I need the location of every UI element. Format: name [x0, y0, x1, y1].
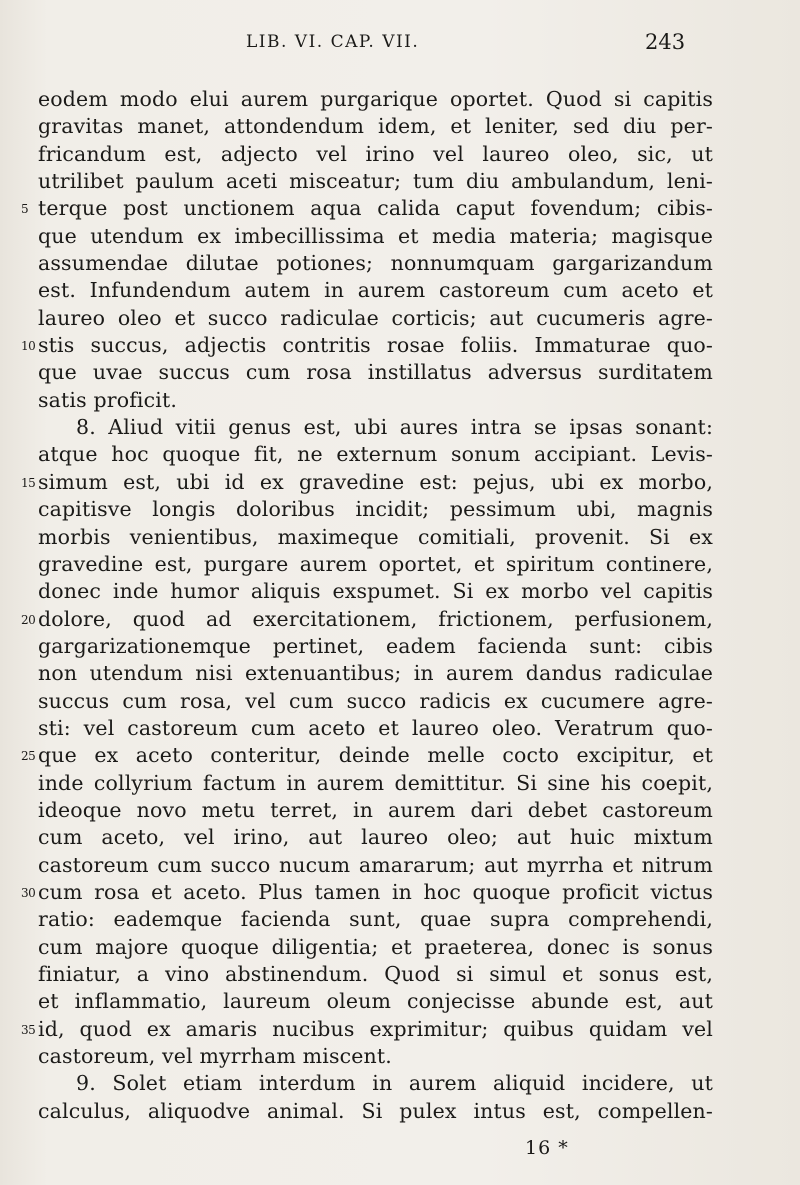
line-text: donec inde humor aliquis exspumet. Si ex morbo vel capitis	[38, 579, 713, 604]
line-number: 30	[21, 885, 36, 900]
text-line	[38, 496, 713, 523]
line-text: inde collyrium factum in aurem demittitur. Si sine his coepit,	[38, 770, 713, 795]
line-number: 5	[21, 202, 29, 217]
body-text	[21, 86, 713, 1125]
line-text: laureo oleo et succo radiculae corticis; aut cucumeris agre-	[38, 305, 713, 330]
line-text: gargarizationemque pertinet, eadem facienda sunt: cibis	[38, 633, 713, 658]
text-line	[21, 742, 713, 769]
line-text: eodem modo elui aurem purgarique oportet. Quod si capitis	[38, 87, 713, 111]
line-text: est. Infundendum autem in aurem castoreum cum aceto et	[38, 278, 713, 303]
line-text: capitisve longis doloribus incidit; pessimum ubi, magnis	[38, 497, 713, 522]
line-text: cum aceto, vel irino, aut laureo oleo; aut huic mixtum	[38, 825, 713, 850]
line-text: stis succus, adjectis contritis rosae foliis. Immaturae quo-	[38, 333, 713, 358]
line-number: 15	[21, 475, 36, 490]
text-line	[38, 141, 713, 168]
text-line	[38, 113, 713, 140]
line-text: et inflammatio, laureum oleum conjecisse abunde est, aut	[38, 989, 713, 1014]
line-text: que utendum ex imbecillissima et media materia; magisque	[38, 223, 713, 248]
text-line	[38, 1098, 713, 1125]
line-text: ideoque novo metu terret, in aurem dari debet castoreum	[38, 797, 713, 822]
line-text: gravedine est, purgare aurem oportet, et spiritum continere,	[38, 551, 713, 576]
line-text: utrilibet paulum aceti misceatur; tum diu ambulandum, leni-	[38, 169, 713, 194]
line-text: castoreum cum succo nucum amararum; aut myrrha et nitrum	[38, 852, 713, 877]
line-text: assumendae dilutae potiones; nonnumquam gargarizandum	[38, 251, 713, 276]
text-line	[38, 824, 713, 851]
text-line	[21, 469, 713, 496]
line-number: 25	[21, 749, 36, 764]
text-line	[38, 250, 713, 277]
text-line	[38, 633, 713, 660]
text-line	[38, 223, 713, 250]
line-text: cum majore quoque diligentia; et praeterea, donec is sonus	[38, 934, 713, 959]
line-text: calculus, aliquodve animal. Si pulex intus est, compellen-	[38, 1098, 713, 1123]
text-line	[38, 305, 713, 332]
line-number: 10	[21, 339, 36, 354]
line-number: 35	[21, 1022, 36, 1037]
line-text: dolore, quod ad exercitationem, frictionem, perfusionem,	[38, 606, 713, 631]
running-title: LIB. VI. CAP. VII.	[246, 32, 420, 52]
text-line	[38, 551, 713, 578]
text-line	[21, 332, 713, 359]
signature-mark: 16 *	[525, 1137, 569, 1159]
text-line	[38, 852, 713, 879]
text-line	[38, 715, 713, 742]
text-line	[38, 277, 713, 304]
line-text: terque post unctionem aqua calida caput fovendum; cibis-	[38, 196, 713, 221]
page-number: 243	[645, 30, 686, 54]
line-text: castoreum, vel myrrham miscent.	[38, 1044, 392, 1069]
line-text: atque hoc quoque fit, ne externum sonum accipiant. Levis-	[38, 442, 713, 467]
text-line	[38, 1070, 713, 1097]
text-line	[21, 1016, 713, 1043]
text-line	[38, 660, 713, 687]
text-line	[21, 879, 713, 906]
line-number: 20	[21, 612, 36, 627]
line-text: fricandum est, adjecto vel irino vel laureo oleo, sic, ut	[38, 141, 713, 166]
text-line	[38, 524, 713, 551]
text-line	[38, 934, 713, 961]
text-line	[38, 168, 713, 195]
text-line	[38, 688, 713, 715]
line-text: simum est, ubi id ex gravedine est: pejus, ubi ex morbo,	[38, 469, 713, 494]
text-line	[38, 387, 713, 414]
text-line	[38, 441, 713, 468]
line-text: ratio: eademque facienda sunt, quae supra comprehendi,	[38, 907, 713, 932]
text-line	[21, 195, 713, 222]
text-line	[38, 961, 713, 988]
line-text: 9. Solet etiam interdum in aurem aliquid incidere, ut	[76, 1071, 713, 1096]
line-text: non utendum nisi extenuantibus; in aurem dandus radiculae	[38, 661, 713, 686]
line-text: gravitas manet, attondendum idem, et leniter, sed diu per-	[38, 114, 713, 139]
line-text: satis proficit.	[38, 387, 178, 412]
line-text: que uvae succus cum rosa instillatus adversus surditatem	[38, 360, 713, 385]
line-text: morbis venientibus, maximeque comitiali, provenit. Si ex	[38, 524, 713, 549]
text-line	[38, 988, 713, 1015]
text-line	[38, 1043, 713, 1070]
text-line	[38, 86, 713, 113]
line-text: 8. Aliud vitii genus est, ubi aures intra se ipsas sonant:	[76, 415, 713, 440]
line-text: finiatur, a vino abstinendum. Quod si simul et sonus est,	[38, 962, 713, 986]
running-head	[0, 30, 800, 62]
line-text: sti: vel castoreum cum aceto et laureo oleo. Veratrum quo-	[38, 715, 713, 740]
line-text: cum rosa et aceto. Plus tamen in hoc quoque proficit victus	[38, 879, 713, 904]
text-line	[38, 797, 713, 824]
text-line	[38, 906, 713, 933]
text-line	[21, 606, 713, 633]
text-line	[38, 578, 713, 605]
text-line	[38, 770, 713, 797]
line-text: que ex aceto conteritur, deinde melle cocto excipitur, et	[38, 743, 713, 768]
text-line	[38, 414, 713, 441]
line-text: id, quod ex amaris nucibus exprimitur; quibus quidam vel	[38, 1016, 713, 1041]
text-line	[38, 359, 713, 386]
line-text: succus cum rosa, vel cum succo radicis ex cucumere agre-	[38, 688, 713, 713]
